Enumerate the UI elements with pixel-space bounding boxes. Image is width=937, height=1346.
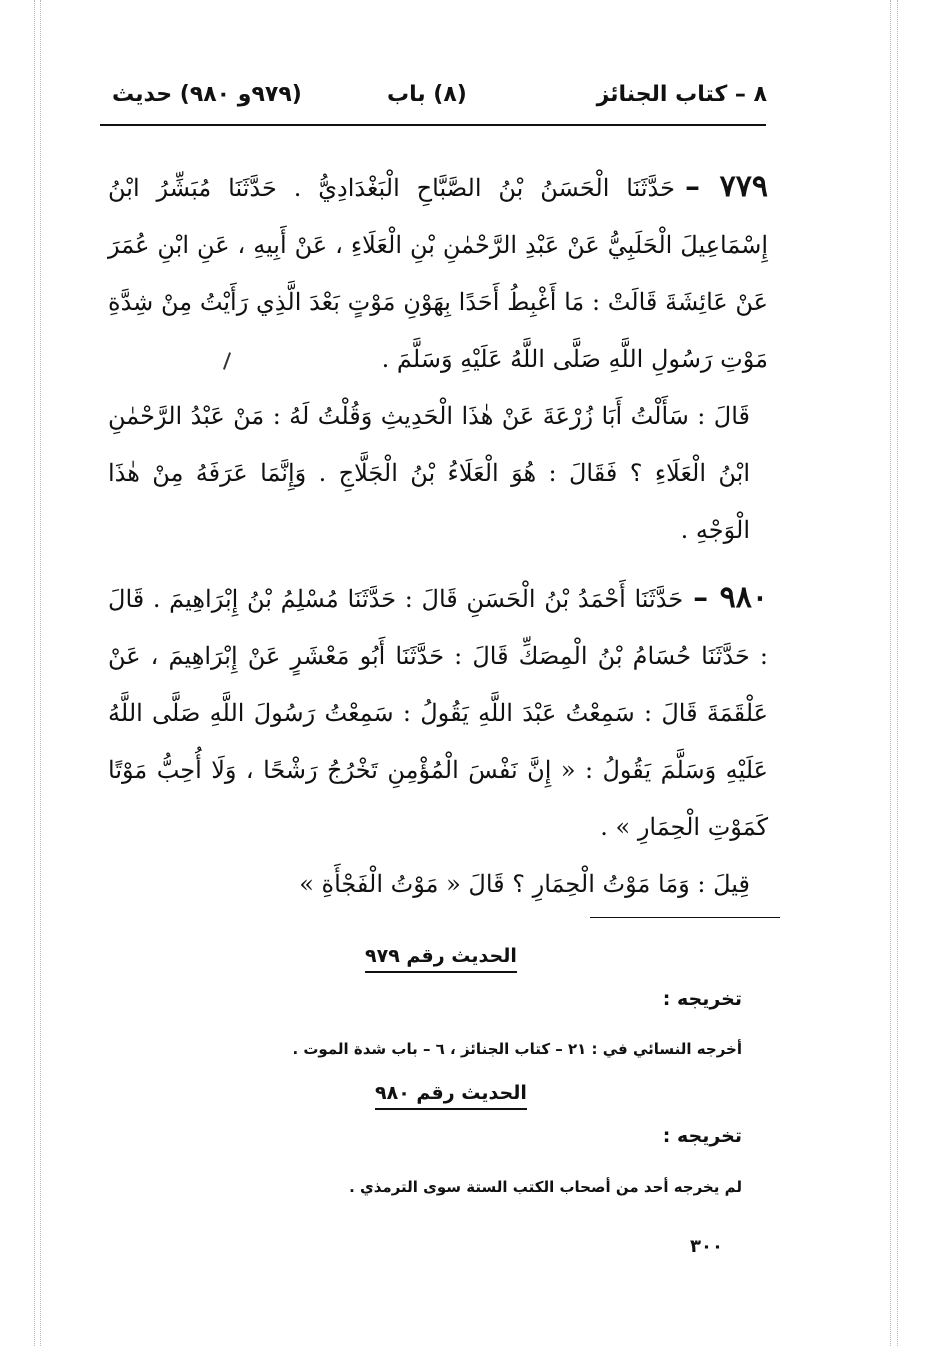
footnote-heading-979: تخريجه : <box>662 988 742 1010</box>
footnote-text-979: أخرجه النسائي في : ٢١ – كتاب الجنائز ، ٦ – باب شدة الموت . <box>292 1040 742 1058</box>
scan-edge-right-inner <box>890 0 891 1346</box>
running-header-book: ٨ – كتاب الجنائز <box>596 82 767 107</box>
running-header-chapter: (٨) باب <box>387 82 467 107</box>
footnote-separator <box>590 917 780 918</box>
hadith-979 <box>108 158 768 388</box>
hadith-980-text: حَدَّثَنَا أَحْمَدُ بْنُ الْحَسَنِ قَالَ : حَدَّثَنَا مُسْلِمُ بْنُ إِبْرَاهِيمَ . قَالَ : حَدَّثَنَا حُسَامُ بْنُ الْمِصَكِّ قَالَ : حَدَّثَنَا أَبُو مَعْشَرٍ عَنْ إِبْرَاهِيمَ ، عَنْ عَلْقَمَةَ قَالَ : سَمِعْتُ عَبْدَ اللَّهِ يَقُولُ : سَمِعْتُ رَسُولَ اللَّهِ صَلَّى اللَّهُ عَلَيْهِ وَسَلَّمَ يَقُولُ : « إِنَّ نَفْسَ الْمُؤْمِنِ تَخْرُجُ رَشْحًا ، وَلَا أُحِبُّ مَوْتًا كَمَوْتِ الْحِمَارِ » . <box>108 585 768 841</box>
page-number: ٣٠٠ <box>690 1236 723 1257</box>
footnote-text-980: لم يخرجه أحد من أصحاب الكتب الستة سوى الترمذي . <box>349 1178 742 1196</box>
hadith-980-question: قِيلَ : وَمَا مَوْتُ الْحِمَارِ ؟ قَالَ « مَوْتُ الْفَجْأَةِ » <box>299 870 750 898</box>
hadith-979-comment: قَالَ : سَأَلْتُ أَبَا زُرْعَةَ عَنْ هٰذَا الْحَدِيثِ وَقُلْتُ لَهُ : مَنْ عَبْدُ الرَّحْمٰنِ ابْنُ الْعَلَاءِ ؟ فَقَالَ : هُوَ الْعَلَاءُ بْنُ الْجَلَّاجِ . وَإِنَّمَا عَرَفَهُ مِنْ هٰذَا الْوَجْهِ . <box>108 402 750 544</box>
hadith-980 <box>108 569 768 856</box>
main-text <box>108 158 768 913</box>
hadith-number-979: ٧٧٩ – <box>684 169 769 204</box>
scan-edge-right <box>897 0 898 1346</box>
scan-edge-left <box>34 0 35 1346</box>
header-rule <box>100 124 766 126</box>
footnote-title-980: الحديث رقم ٩٨٠ <box>375 1082 527 1110</box>
footnote-heading-980: تخريجه : <box>662 1125 742 1147</box>
running-header-hadith-range: (٩٧٩و ٩٨٠) حديث <box>112 82 302 107</box>
hadith-979-text: حَدَّثَنَا الْحَسَنُ بْنُ الصَّبَّاحِ الْبَغْدَادِيُّ . حَدَّثَنَا مُبَشِّرُ ابْنُ إِسْمَاعِيلَ الْحَلَبِيُّ عَنْ عَبْدِ الرَّحْمٰنِ بْنِ الْعَلَاءِ ، عَنْ أَبِيهِ ، عَنِ ابْنِ عُمَرَ عَنْ عَائِشَةَ قَالَتْ : مَا أَغْبِطُ أَحَدًا بِهَوْنِ مَوْتٍ بَعْدَ الَّذِي رَأَيْتُ مِنْ شِدَّةِ مَوْتِ رَسُولِ اللَّهِ صَلَّى اللَّهُ عَلَيْهِ وَسَلَّمَ . <box>108 174 768 373</box>
scan-edge-left-inner <box>40 0 41 1346</box>
hadith-number-980: ٩٨٠ – <box>693 580 768 615</box>
footnote-title-979: الحديث رقم ٩٧٩ <box>365 945 517 973</box>
